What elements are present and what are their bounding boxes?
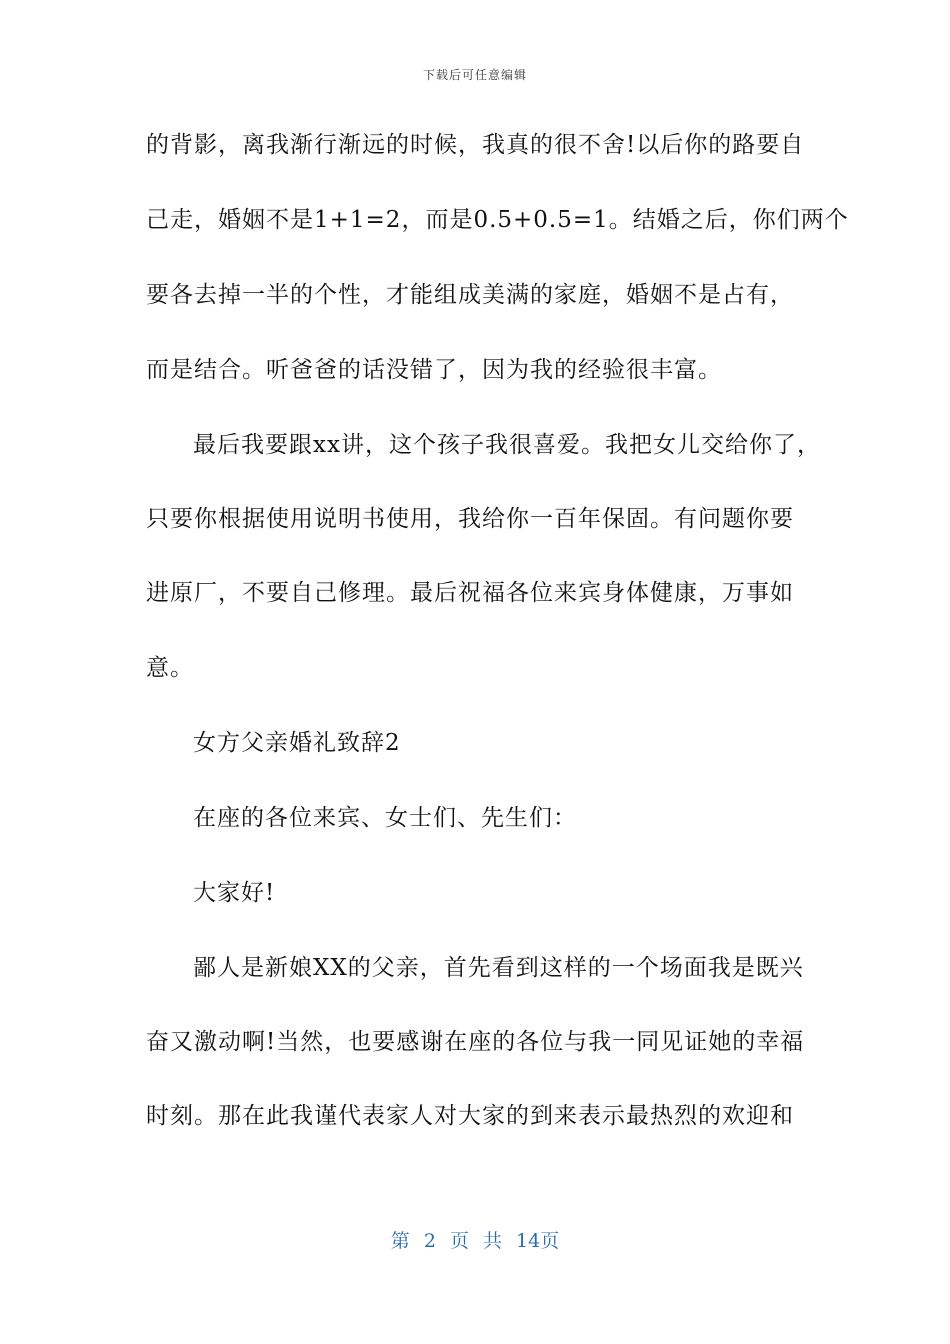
body-line: 最后我要跟xx讲，这个孩子我很喜爱。我把女儿交给你了，	[193, 432, 821, 458]
body-line: 在座的各位来宾、女士们、先生们：	[193, 805, 577, 831]
body-line: 大家好!	[193, 880, 276, 906]
body-line: 鄙人是新娘XX的父亲，首先看到这样的一个场面我是既兴	[193, 955, 804, 981]
body-line: 要各去掉一半的个性，才能组成美满的家庭，婚姻不是占有，	[146, 282, 794, 308]
body-line: 己走，婚姻不是1+1=2，而是0.5+0.5=1。结婚之后，你们两个	[146, 207, 849, 233]
page-header: 下载后可任意编辑	[422, 68, 527, 82]
section-heading: 女方父亲婚礼致辞2	[193, 730, 401, 756]
body-line: 进原厂，不要自己修理。最后祝福各位来宾身体健康，万事如	[146, 580, 794, 606]
body-line: 奋又激动啊!当然，也要感谢在座的各位与我一同见证她的幸福	[146, 1029, 805, 1055]
body-line: 而是结合。听爸爸的话没错了，因为我的经验很丰富。	[146, 357, 722, 383]
body-line: 只要你根据使用说明书使用，我给你一百年保固。有问题你要	[146, 506, 794, 532]
page-number-footer: 第 2 页 共 14页	[390, 1230, 560, 1252]
body-line: 的背影，离我渐行渐远的时候，我真的很不舍!以后你的路要自	[146, 132, 805, 158]
body-line: 时刻。那在此我谨代表家人对大家的到来表示最热烈的欢迎和	[146, 1103, 794, 1129]
body-line: 意。	[146, 655, 194, 681]
